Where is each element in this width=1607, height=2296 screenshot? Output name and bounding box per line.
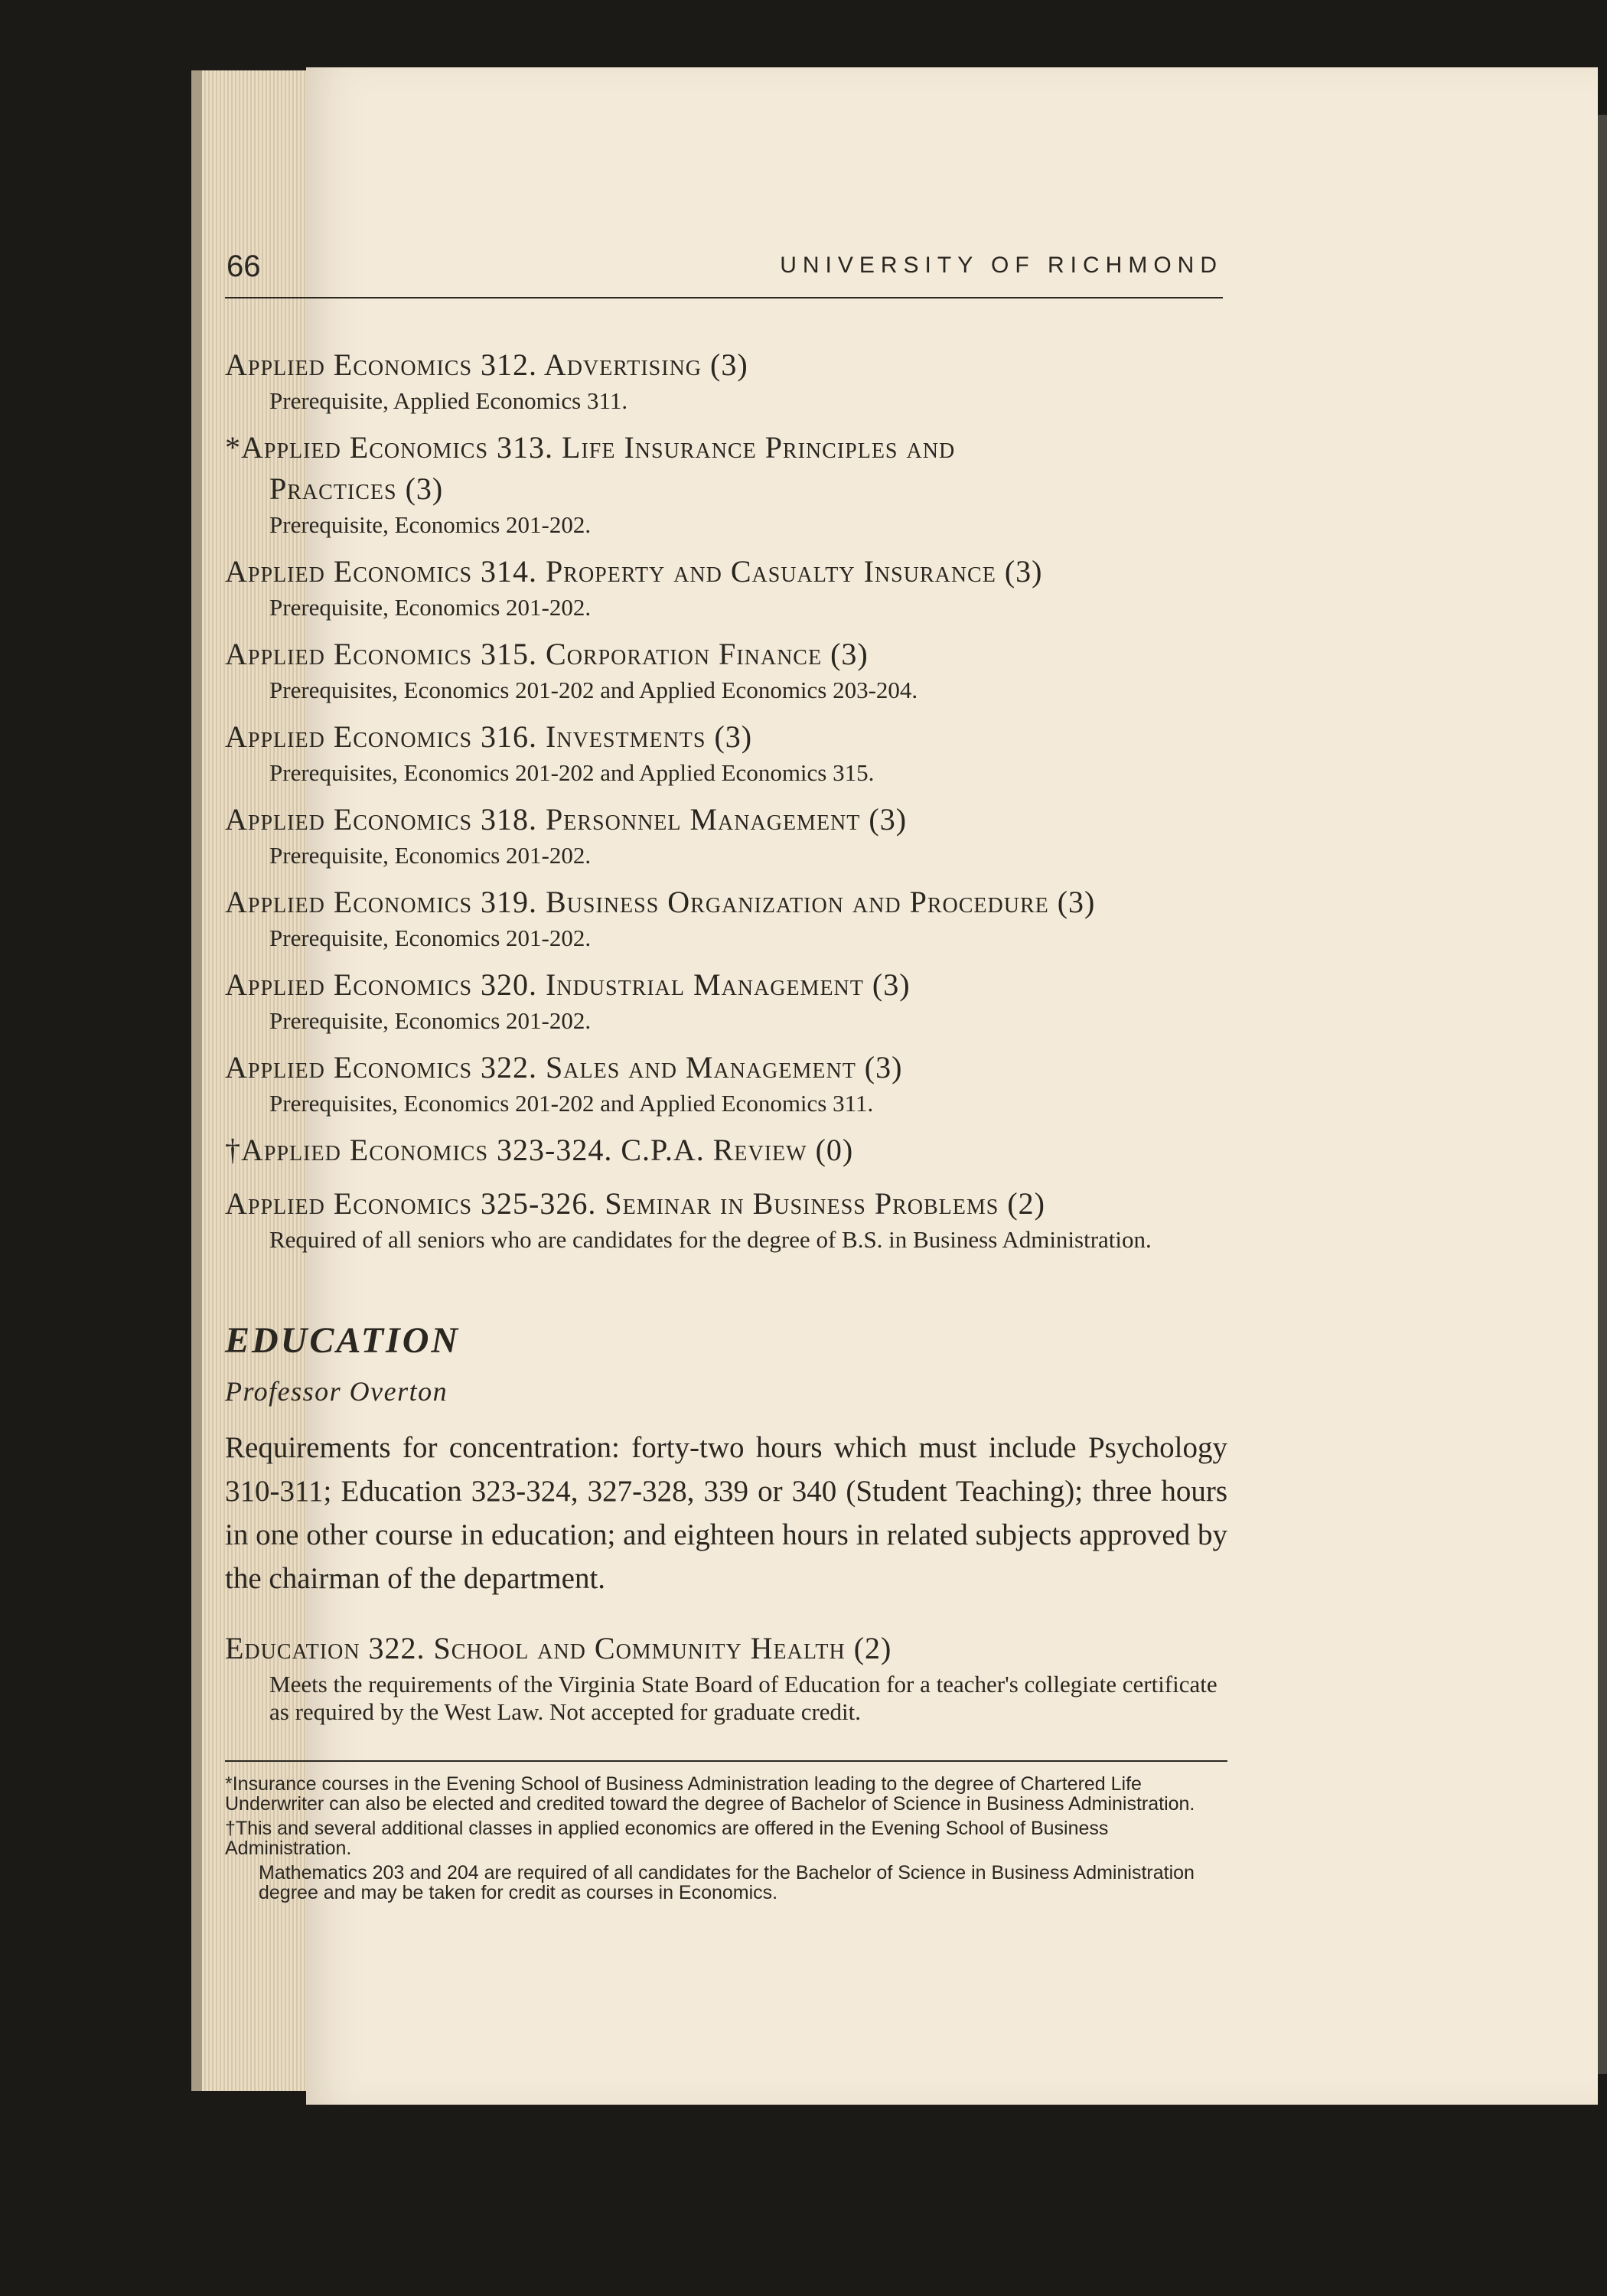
course-title: Applied Economics 314. Property and Casualty Insurance (3) xyxy=(225,554,1043,589)
course-entry xyxy=(225,964,1235,1035)
course-entry xyxy=(225,1628,1227,1726)
course-title-continuation: Practices (3) xyxy=(269,471,444,506)
course-title-line: *Applied Economics 313. Life Insurance Principles and xyxy=(225,430,956,465)
course-entry xyxy=(225,1183,1235,1254)
footnote-mathematics: Mathematics 203 and 204 are required of all candidates for the Bachelor of Science in Business Administration degree and may be taken for credit as courses in Economics. xyxy=(259,1862,1195,1903)
course-entry xyxy=(225,799,1235,869)
applied-economics-course-list xyxy=(225,344,1235,1266)
course-note: Meets the requirements of the Virginia State Board of Education for a teacher's collegiate certificate as required by the West Law. Not accepted for graduate credit. xyxy=(269,1671,1217,1725)
footnote-evening-school: †This and several additional classes in applied economics are offered in the Evening School of Business Administration. xyxy=(225,1818,1109,1859)
course-title: Applied Economics 315. Corporation Finance (3) xyxy=(225,637,869,671)
course-title: Applied Economics 316. Investments (3) xyxy=(225,719,753,754)
education-section xyxy=(225,1319,1227,1738)
course-entry xyxy=(225,551,1235,621)
course-note: Prerequisite, Economics 201-202. xyxy=(269,511,592,538)
course-entry xyxy=(225,634,1235,704)
course-note: Prerequisites, Economics 201-202 and Applied Economics 203-204. xyxy=(269,677,918,703)
course-title: Applied Economics 320. Industrial Management (3) xyxy=(225,967,911,1002)
course-entry xyxy=(225,882,1235,952)
course-note: Prerequisite, Economics 201-202. xyxy=(269,594,592,621)
course-note: Prerequisites, Economics 201-202 and Applied Economics 315. xyxy=(269,759,875,786)
course-title: Education 322. School and Community Health (2) xyxy=(225,1631,892,1665)
page-number: 66 xyxy=(227,249,261,283)
course-note: Required of all seniors who are candidates for the degree of B.S. in Business Administration. xyxy=(269,1226,1152,1253)
concentration-requirements: Requirements for concentration: forty-two hours which must include Psychology 310-311; Education 323-324, 327-328, 339 or 340 (Student Teaching); three hours in one other course in education; and eighteen hours in related subjects approved by the chairman of the department. xyxy=(225,1431,1227,1595)
course-note: Prerequisite, Economics 201-202. xyxy=(269,1007,592,1034)
running-head xyxy=(225,182,1223,298)
course-entry xyxy=(225,716,1235,787)
section-heading: EDUCATION xyxy=(225,1320,461,1361)
course-title xyxy=(225,427,1235,510)
course-note: Prerequisite, Economics 201-202. xyxy=(269,925,592,951)
footnote-insurance: *Insurance courses in the Evening School of Business Administration leading to the degree of Chartered Life Underwriter can also be elected and credited toward the degree of Bachelor of Science in Business Administration. xyxy=(225,1773,1195,1815)
course-note: Prerequisite, Economics 201-202. xyxy=(269,842,592,869)
course-title: Applied Economics 325-326. Seminar in Business Problems (2) xyxy=(225,1186,1045,1221)
running-title: UNIVERSITY OF RICHMOND xyxy=(780,253,1223,278)
course-note: Prerequisite, Applied Economics 311. xyxy=(269,387,628,414)
footnotes xyxy=(225,1774,1232,1907)
course-title: Applied Economics 322. Sales and Management (3) xyxy=(225,1050,903,1084)
course-title: Applied Economics 312. Advertising (3) xyxy=(225,347,748,382)
course-entry xyxy=(225,1130,1235,1171)
course-note: Prerequisites, Economics 201-202 and Applied Economics 311. xyxy=(269,1090,874,1117)
course-entry xyxy=(225,427,1235,539)
course-entry xyxy=(225,1047,1235,1117)
course-title: Applied Economics 318. Personnel Management (3) xyxy=(225,802,908,837)
course-title: †Applied Economics 323-324. C.P.A. Review (0) xyxy=(225,1133,854,1167)
course-entry xyxy=(225,344,1235,415)
course-title: Applied Economics 319. Business Organization and Procedure (3) xyxy=(225,885,1096,919)
professor-name: Professor Overton xyxy=(225,1376,448,1407)
footnote-divider xyxy=(225,1760,1227,1762)
